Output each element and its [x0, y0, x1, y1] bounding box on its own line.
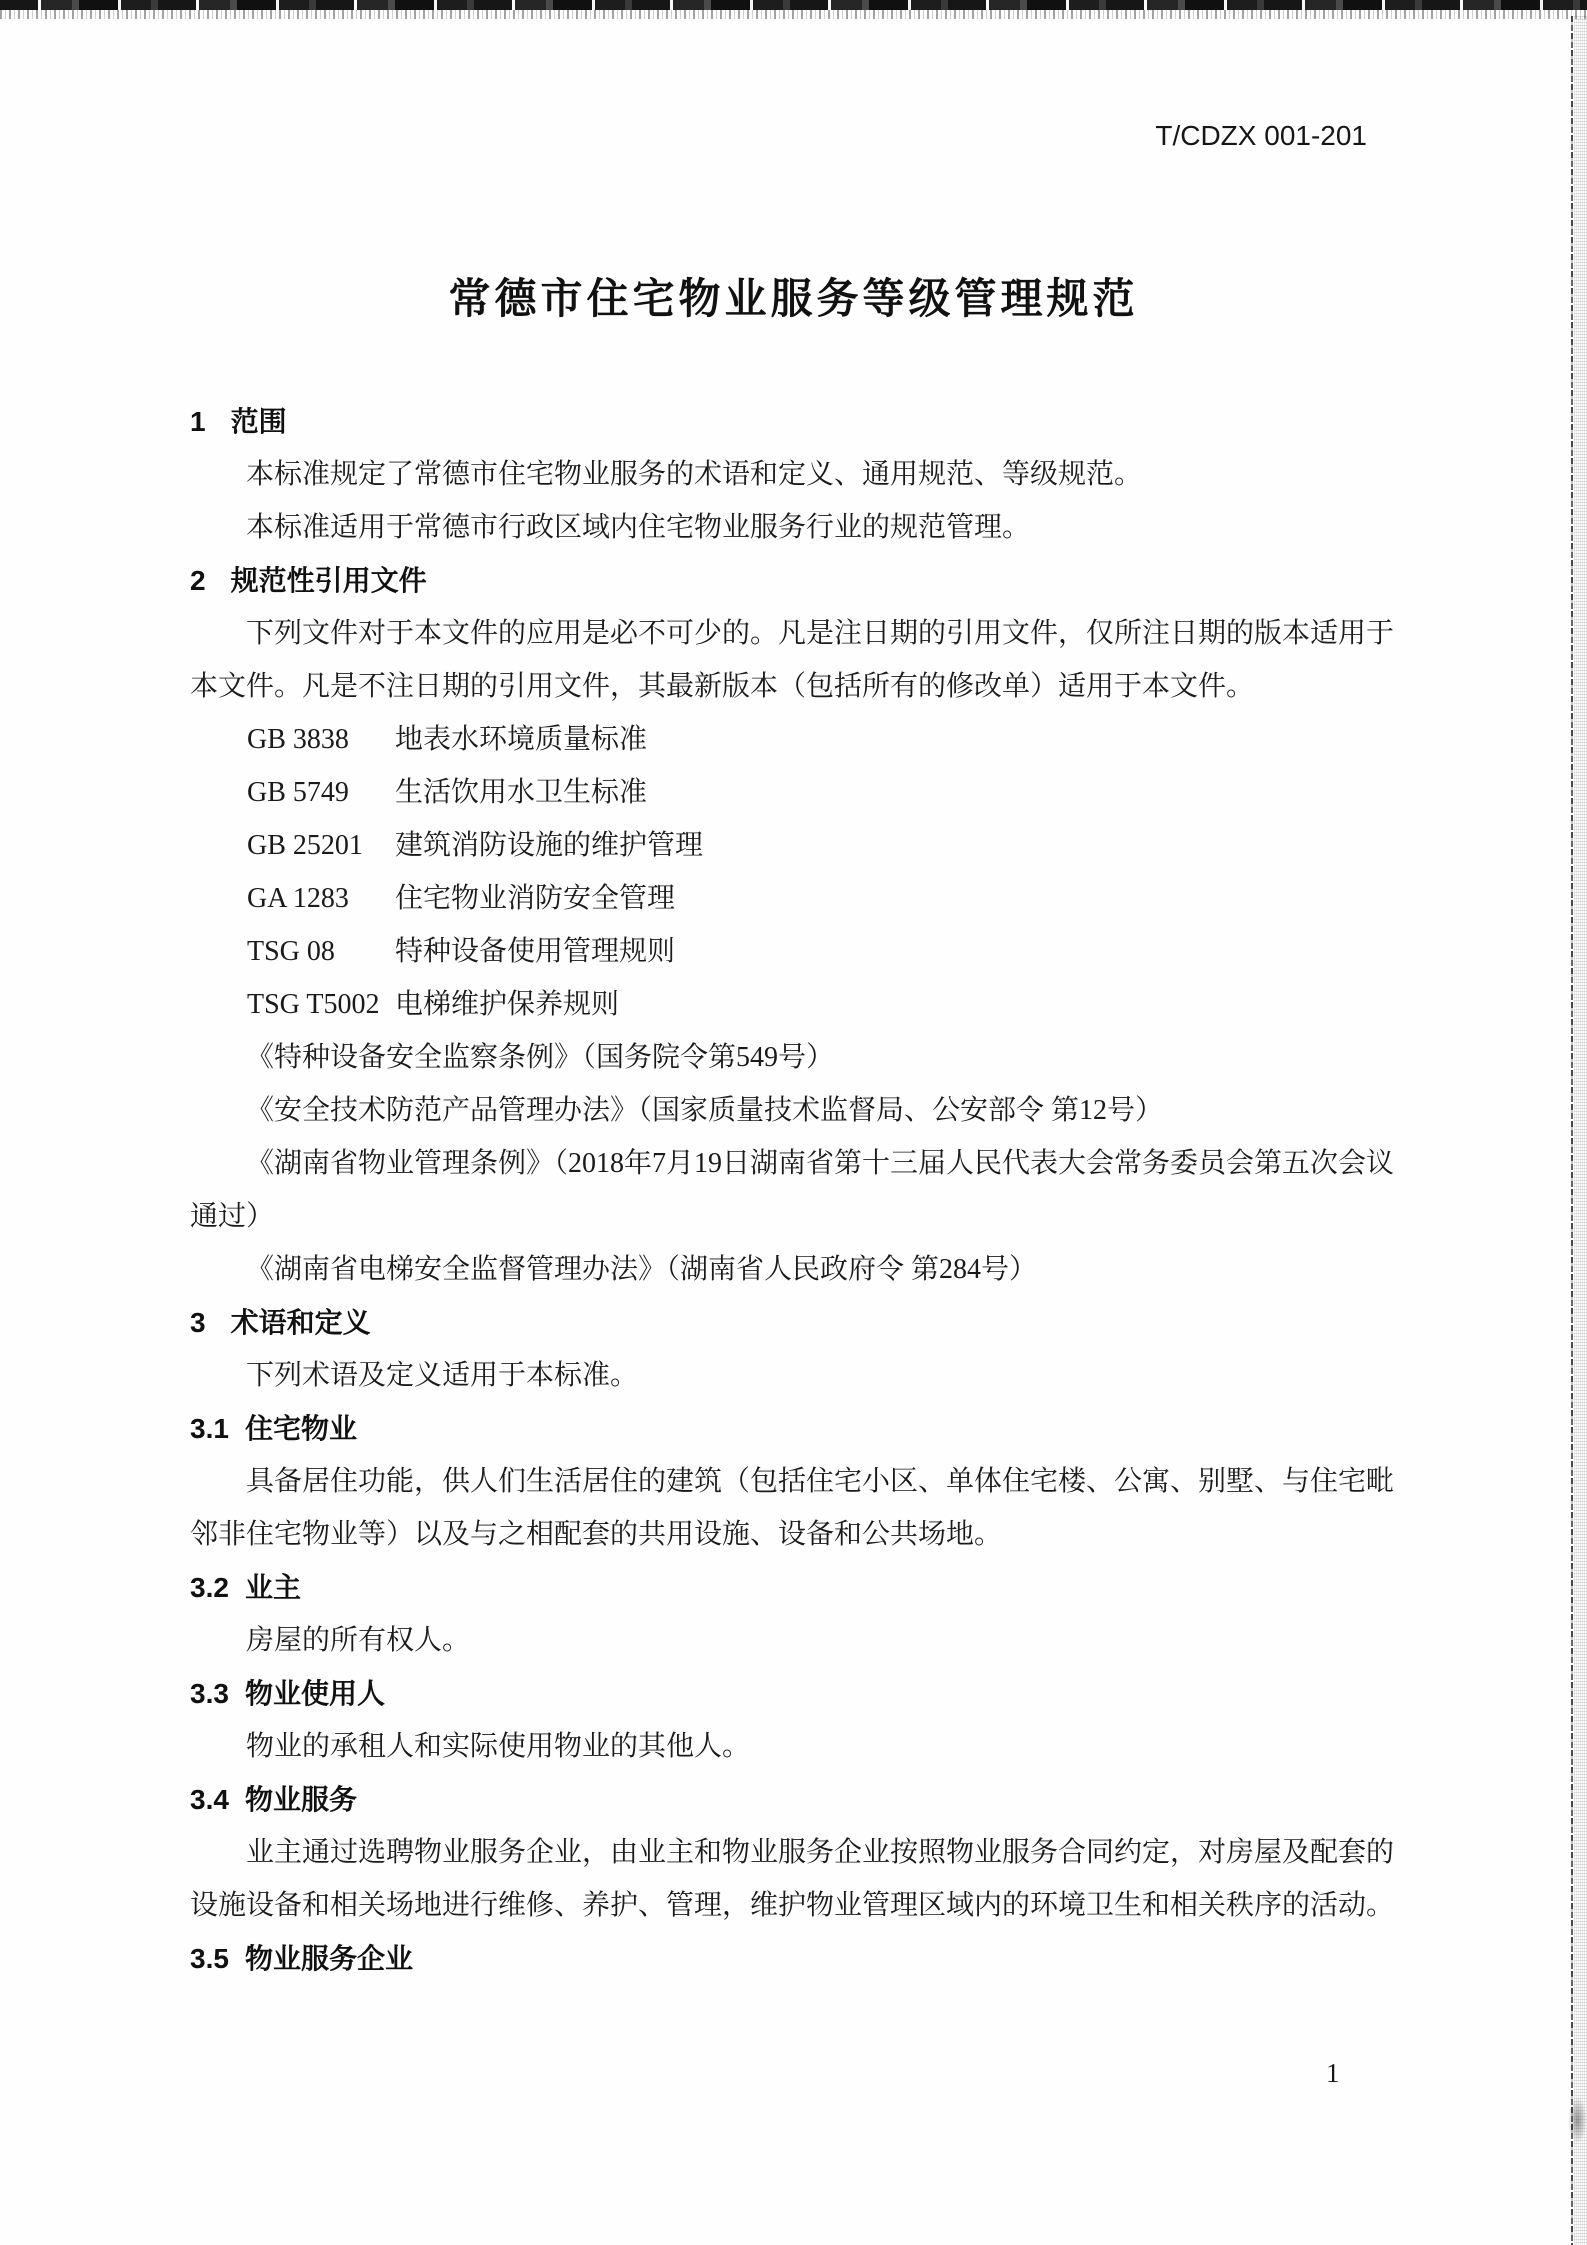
term-title: 物业服务	[244, 1784, 357, 1815]
reference-code: GB 3838	[247, 724, 349, 755]
term-number: 3.5	[190, 1943, 229, 1974]
term-number: 3.3	[190, 1678, 229, 1709]
term-title: 住宅物业	[244, 1413, 357, 1444]
reference-list	[190, 713, 1410, 1031]
term-number: 3.1	[190, 1413, 229, 1444]
section-number: 1	[190, 406, 206, 437]
document-title: 常德市住宅物业服务等级管理规范	[448, 275, 1139, 322]
reference-name: 建筑消防设施的维护管理	[395, 830, 704, 861]
term-number: 3.4	[190, 1784, 229, 1815]
term-3-3-heading	[190, 1667, 1410, 1720]
cited-document: 《安全技术防范产品管理办法》（国家质量技术监督局、公安部令 第12号）	[246, 1095, 1164, 1126]
term-3-1-heading	[190, 1402, 1410, 1455]
section-title: 术语和定义	[230, 1307, 371, 1338]
reference-name: 特种设备使用管理规则	[395, 936, 676, 967]
section-1-heading	[190, 395, 1410, 448]
term-title: 物业使用人	[244, 1678, 385, 1709]
section-3-intro: 下列术语及定义适用于本标准。	[246, 1360, 639, 1391]
document-body	[190, 395, 1410, 1985]
reference-item	[190, 713, 1410, 766]
reference-code: GB 5749	[247, 777, 349, 808]
cited-document: 《湖南省电梯安全监督管理办法》（湖南省人民政府令 第284号）	[246, 1254, 1038, 1285]
cited-document: 《特种设备安全监察条例》（国务院令第549号）	[246, 1042, 835, 1073]
term-title: 业主	[244, 1572, 301, 1603]
reference-name: 住宅物业消防安全管理	[395, 883, 676, 914]
reference-code: TSG 08	[247, 936, 335, 967]
reference-code: GA 1283	[247, 883, 349, 914]
reference-name: 地表水环境质量标准	[395, 724, 648, 755]
term-3-3-definition: 物业的承租人和实际使用物业的其他人。	[246, 1731, 751, 1762]
reference-item	[190, 925, 1410, 978]
document-code: T/CDZX 001-201	[1155, 120, 1367, 151]
scan-artifact-right-speckle	[1574, 16, 1587, 2245]
section-3-heading	[190, 1296, 1410, 1349]
reference-code: GB 25201	[247, 830, 363, 861]
cited-document-list	[190, 1031, 1410, 1296]
section-number: 3	[190, 1307, 206, 1338]
scan-artifact-right-smudge	[1568, 2096, 1587, 2144]
section-1-paragraph-1: 本标准规定了常德市住宅物业服务的术语和定义、通用规范、等级规范。	[246, 459, 1143, 490]
section-title: 规范性引用文件	[230, 565, 427, 596]
section-1-paragraph-2: 本标准适用于常德市行政区域内住宅物业服务行业的规范管理。	[246, 512, 1031, 543]
term-3-1-definition: 具备居住功能，供人们生活居住的建筑（包括住宅小区、单体住宅楼、公寓、别墅、与住宅毗邻非住宅物业等）以及与之相配套的共用设施、设备和公共场地。	[190, 1466, 1395, 1550]
section-2-intro: 下列文件对于本文件的应用是必不可少的。凡是注日期的引用文件，仅所注日期的版本适用于本文件。凡是不注日期的引用文件，其最新版本（包括所有的修改单）适用于本文件。	[190, 618, 1395, 702]
reference-item	[190, 978, 1410, 1031]
scan-artifact-top-band	[0, 0, 1587, 10]
section-title: 范围	[230, 406, 287, 437]
term-3-5-heading	[190, 1932, 1410, 1985]
page-number: 1	[1326, 2058, 1340, 2088]
term-3-4-heading	[190, 1773, 1410, 1826]
reference-item	[190, 819, 1410, 872]
cited-document: 《湖南省物业管理条例》（2018年7月19日湖南省第十三届人民代表大会常务委员会第五次会议通过）	[190, 1148, 1395, 1232]
term-title: 物业服务企业	[244, 1943, 413, 1974]
reference-item	[190, 766, 1410, 819]
term-3-4-definition: 业主通过选聘物业服务企业，由业主和物业服务企业按照物业服务合同约定，对房屋及配套的设施设备和相关场地进行维修、养护、管理，维护物业管理区域内的环境卫生和相关秩序的活动。	[190, 1837, 1395, 1921]
term-number: 3.2	[190, 1572, 229, 1603]
term-3-2-definition: 房屋的所有权人。	[246, 1625, 471, 1656]
section-2-heading	[190, 554, 1410, 607]
reference-code: TSG T5002	[247, 989, 380, 1020]
reference-name: 生活饮用水卫生标准	[395, 777, 648, 808]
scan-artifact-top-fuzz	[0, 10, 1587, 19]
reference-name: 电梯维护保养规则	[395, 989, 620, 1020]
scan-artifact-right-line	[1571, 16, 1573, 2245]
reference-item	[190, 872, 1410, 925]
term-3-2-heading	[190, 1561, 1410, 1614]
section-number: 2	[190, 565, 206, 596]
